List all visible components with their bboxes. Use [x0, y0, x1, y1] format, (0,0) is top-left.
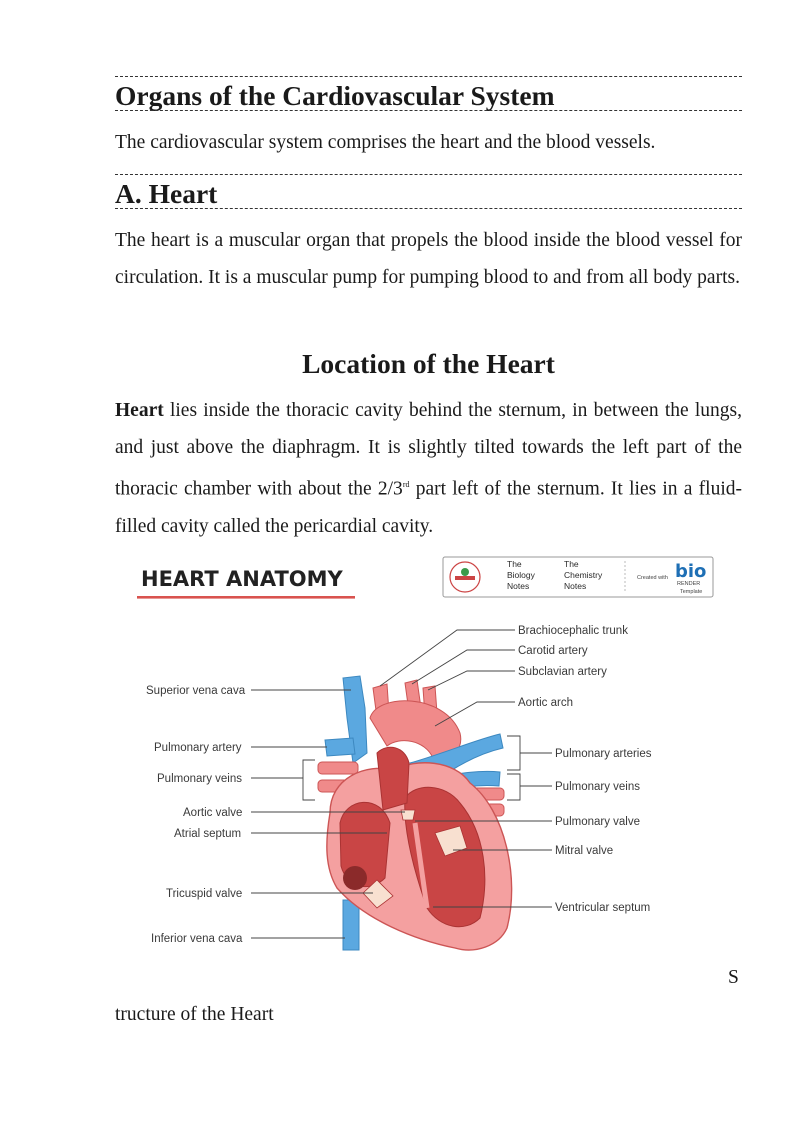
rule-above-heart	[115, 174, 742, 175]
label-ventricular-septum: Ventricular septum	[555, 902, 651, 914]
label-brachiocephalic-trunk: Brachiocephalic trunk	[518, 625, 628, 637]
label-superior-vena-cava: Superior vena cava	[146, 685, 246, 697]
brand-chem-2: Chemistry	[564, 570, 603, 580]
label-carotid-artery: Carotid artery	[518, 645, 588, 657]
heart-illustration	[318, 676, 512, 950]
intro-paragraph: The cardiovascular system comprises the heart and the blood vessels.	[115, 132, 656, 153]
brand-bio-3: Notes	[507, 581, 530, 591]
label-pulmonary-arteries: Pulmonary arteries	[555, 748, 652, 760]
brand-created-with: Created with	[637, 575, 668, 581]
location-heading: Location of the Heart	[302, 348, 555, 379]
ordinal-suffix: rd	[402, 480, 410, 489]
label-tricuspid-valve: Tricuspid valve	[166, 888, 243, 900]
heart-anatomy-diagram	[115, 548, 742, 968]
brand-render: RENDER	[677, 581, 701, 587]
figure-title: HEART ANATOMY	[141, 567, 343, 591]
brand-chem-3: Notes	[564, 581, 587, 591]
label-pulmonary-artery: Pulmonary artery	[154, 742, 242, 754]
brand-template: Template	[680, 589, 703, 595]
location-paragraph	[115, 392, 742, 545]
brand-bio-1: The	[507, 559, 522, 569]
label-pulmonary-veins: Pulmonary veins	[157, 773, 243, 785]
label-inferior-vena-cava: Inferior vena cava	[151, 933, 243, 945]
label-aortic-valve: Aortic valve	[183, 807, 243, 819]
label-mitral-valve: Mitral valve	[555, 845, 614, 857]
biorender-logo: bio	[675, 561, 707, 582]
page-title: Organs of the Cardiovascular System	[115, 80, 555, 111]
rule-under-title	[115, 110, 742, 111]
label-pulmonary-valve: Pulmonary valve	[555, 816, 641, 828]
rule-top	[115, 76, 742, 77]
location-text-b: part left of the sternum. It lies in a fluid-filled cavity called the pericardial cavity.	[115, 478, 742, 537]
section-heading-heart: A. Heart	[115, 178, 218, 209]
rule-under-heart	[115, 208, 742, 209]
heart-anatomy-figure	[115, 548, 742, 968]
caption-first-letter: S	[728, 967, 739, 988]
brand-bio-2: Biology	[507, 570, 535, 580]
label-aortic-arch: Aortic arch	[518, 697, 573, 709]
label-pulmonary-veins-right: Pulmonary veins	[555, 781, 641, 793]
brand-box	[443, 557, 713, 597]
label-subclavian-artery: Subclavian artery	[518, 666, 607, 678]
title-underline	[137, 596, 355, 599]
label-atrial-septum: Atrial septum	[174, 828, 242, 840]
brand-chem-1: The	[564, 559, 579, 569]
location-text-a: lies inside the thoracic cavity behind the sternum, in between the lungs, and just above the diaphragm. It is slightly tilted towards the left part of the thoracic chamber with about the 2/3	[115, 400, 742, 500]
heart-paragraph: The heart is a muscular organ that propels the blood inside the blood vessel for circulation. It is a muscular pump for pumping blood to and from all body parts.	[115, 230, 742, 288]
figure-caption: tructure of the Heart	[115, 1004, 274, 1025]
heart-term: Heart	[115, 400, 164, 421]
